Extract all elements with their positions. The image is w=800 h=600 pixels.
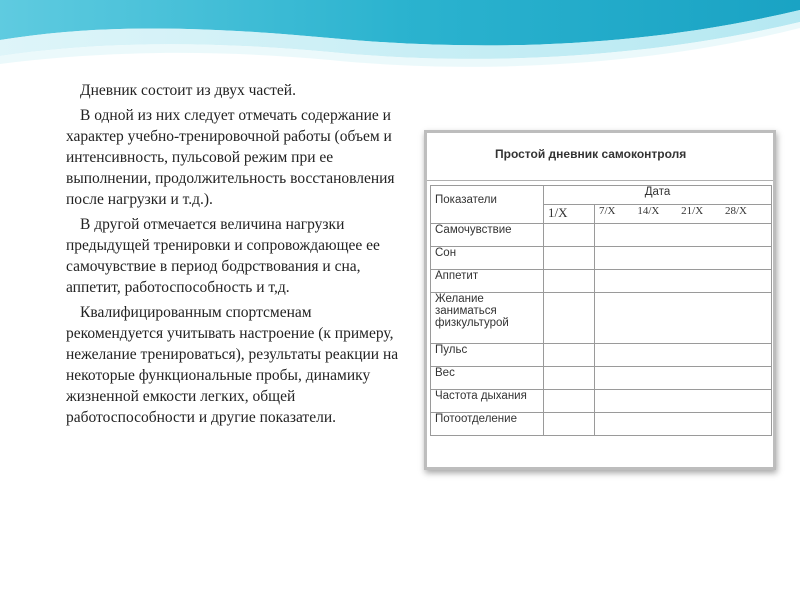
table-row <box>431 270 772 293</box>
table-cell <box>544 367 595 390</box>
diary-table-image <box>424 130 776 470</box>
table-cell <box>544 413 595 436</box>
paragraph-first-part: В одной из них следует отмечать содержание и характер учебно-тренировочной работы (объем и интенсивность, пульсовой режим при ее выполнении, продолжительность восстановления после нагрузки и т.д.). <box>66 107 395 208</box>
table-cell <box>544 344 595 367</box>
row-label: Самочувствие <box>431 224 544 247</box>
table-cell <box>544 224 595 247</box>
table-cell <box>595 390 772 413</box>
indicators-header: Показатели <box>431 186 544 224</box>
table-cell <box>595 247 772 270</box>
date-label: 1/X <box>548 205 568 220</box>
self-control-diary-table <box>430 185 772 436</box>
date-cell-rest <box>595 205 772 224</box>
paragraph-qualified-athletes: Квалифицированным спортсменам рекомендуется учитывать настроение (к примеру, нежелание тренироваться), результаты реакции на некоторые функциональные пробы, динамику жизненной емкости легких, общей работоспособности и другие показатели. <box>66 304 399 426</box>
table-cell <box>595 224 772 247</box>
table-row <box>431 293 772 344</box>
date-label: 21/X <box>681 205 704 217</box>
row-label: Пульс <box>431 344 544 367</box>
table-cell <box>595 270 772 293</box>
table-row <box>431 344 772 367</box>
body-text <box>66 80 406 432</box>
row-label: Вес <box>431 367 544 390</box>
row-label: Аппетит <box>431 270 544 293</box>
date-label: 7/X <box>599 205 616 217</box>
row-label: Сон <box>431 247 544 270</box>
date-label: 28/X <box>724 205 747 217</box>
table-cell <box>544 293 595 344</box>
table-row <box>431 367 772 390</box>
header-wave-decoration <box>0 0 800 90</box>
table-row <box>431 413 772 436</box>
table-row <box>431 224 772 247</box>
date-header: Дата <box>544 186 772 205</box>
table-title: Простой дневник самоконтроля <box>427 133 773 181</box>
table-cell <box>595 344 772 367</box>
row-label: Частота дыхания <box>431 390 544 413</box>
table-row <box>431 390 772 413</box>
row-label: Потоотделение <box>431 413 544 436</box>
date-cell-first <box>544 205 595 224</box>
date-label: 14/X <box>637 205 660 217</box>
table-cell <box>595 367 772 390</box>
table-cell <box>544 390 595 413</box>
table-cell <box>595 413 772 436</box>
table-row <box>431 247 772 270</box>
table-cell <box>544 270 595 293</box>
row-label: Желание заниматься физкультурой <box>431 293 544 344</box>
paragraph-intro: Дневник состоит из двух частей. <box>80 82 296 99</box>
table-cell <box>595 293 772 344</box>
paragraph-second-part: В другой отмечается величина нагрузки предыдущей тренировки и сопровождающее ее самочувствие в период бодрствования и сна, аппетит, работоспособность и т,д. <box>66 216 380 296</box>
table-cell <box>544 247 595 270</box>
